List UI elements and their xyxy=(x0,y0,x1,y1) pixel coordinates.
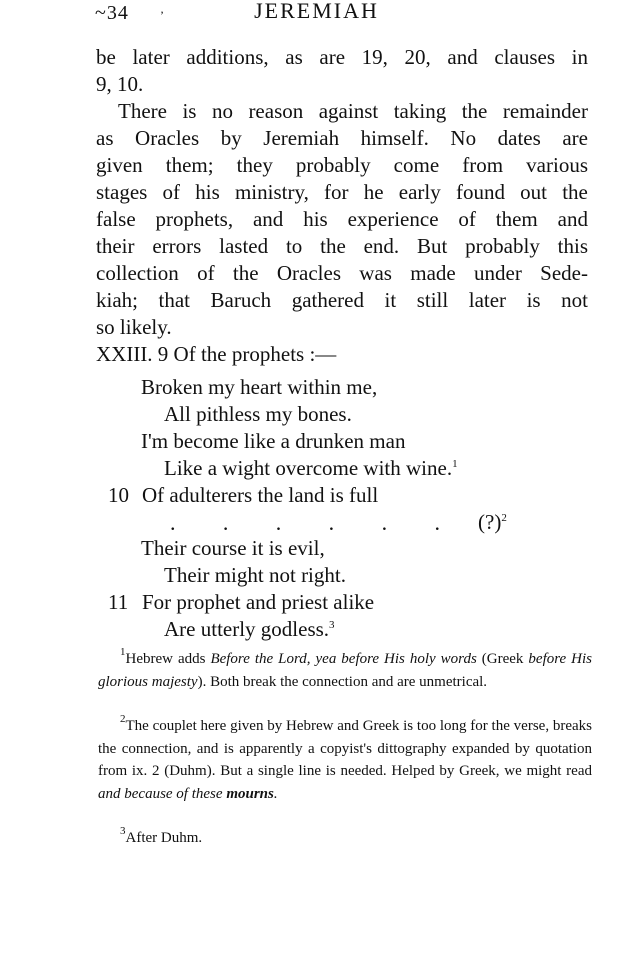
ellipsis-dot: . xyxy=(275,510,282,535)
word: early xyxy=(398,180,441,204)
query-text: (?) xyxy=(478,510,502,534)
footnote-ref-1: 1 xyxy=(452,458,458,470)
query-mark xyxy=(478,509,507,535)
word: under xyxy=(474,261,522,285)
verse-number-10: 10 xyxy=(108,483,129,507)
ellipsis-dot: . xyxy=(328,510,335,535)
poem-line-3: I'm become like a drunken man xyxy=(141,429,406,453)
footnote-3-text: After Duhm. xyxy=(125,830,203,846)
word: found xyxy=(455,180,505,204)
word: lasted xyxy=(219,234,269,258)
poem-line-5: Of adulterers the land is full xyxy=(142,483,379,507)
word: no xyxy=(211,99,233,123)
word: that xyxy=(158,288,191,312)
footnote-3-mark: 3 xyxy=(120,825,126,837)
word: later xyxy=(468,288,507,312)
word: himself. xyxy=(360,126,429,150)
word: There xyxy=(118,99,167,123)
word: collection xyxy=(96,261,179,285)
footnote-2-end: . xyxy=(273,785,278,802)
word: taking xyxy=(393,99,447,123)
word: of xyxy=(458,207,476,231)
poem-line-9-text: Are utterly godless. xyxy=(164,617,330,641)
word: are xyxy=(562,126,588,150)
poem-line-7: Their might not right. xyxy=(164,563,346,587)
poem-line-4-text: Like a wight overcome with wine. xyxy=(164,456,453,480)
footnote-ref-2: 2 xyxy=(501,512,507,524)
word: 20, xyxy=(404,45,431,69)
section-heading: XXIII. 9 Of the prophets :— xyxy=(96,342,337,366)
word: 19, xyxy=(361,45,388,69)
footnote-1-italic-2: before His glorious majesty xyxy=(98,651,592,690)
word: No xyxy=(450,126,477,150)
word: be xyxy=(96,45,116,69)
footnote-1 xyxy=(98,648,592,693)
footnote-2-bold: mourns xyxy=(226,785,274,802)
footnote-3 xyxy=(98,827,592,850)
word: of xyxy=(162,180,181,204)
running-header xyxy=(0,2,633,26)
word: and xyxy=(252,207,284,231)
word: reason xyxy=(248,99,304,123)
footnote-2-text: The couplet here given by Hebrew and Greek is too long for the verse, breaks the connection, and is apparently a copyist's dittography expanded by quotation from ix. 2 (Duhm). But a single line is needed. Helped by Greek, we might read xyxy=(98,718,592,779)
word: he xyxy=(363,180,384,204)
word: clauses xyxy=(494,45,556,69)
word: prophets, xyxy=(155,207,234,231)
word: as xyxy=(285,45,303,69)
word: Sede- xyxy=(540,261,588,285)
word: is xyxy=(182,99,197,123)
poem-line-8: For prophet and priest alike xyxy=(142,590,375,614)
word: it xyxy=(384,288,397,312)
stray-mark: ’ xyxy=(160,8,164,22)
footnote-2 xyxy=(98,715,592,805)
word: probably xyxy=(465,234,540,258)
word: end. xyxy=(363,234,400,258)
paragraph-2-line-5 xyxy=(96,206,588,232)
footnote-1-mark: 1 xyxy=(120,646,126,658)
footnote-1-italic-1: Before the Lord, yea before His holy words xyxy=(210,651,477,667)
page-number: ~34 xyxy=(95,2,129,24)
paragraph-2-last-line: so likely. xyxy=(96,315,172,339)
paragraph-2-line-1 xyxy=(118,98,588,124)
word: come xyxy=(393,153,440,177)
word: Oracles xyxy=(276,261,341,285)
paragraph-1-line-2: 9, 10. xyxy=(96,72,144,96)
word: stages xyxy=(96,180,148,204)
poem-line-1: Broken my heart within me, xyxy=(141,375,378,399)
word: they xyxy=(236,153,273,177)
word: various xyxy=(526,153,588,177)
word: the xyxy=(232,261,259,285)
word: made xyxy=(410,261,456,285)
word: and xyxy=(447,45,478,69)
word: of xyxy=(197,261,215,285)
word: the xyxy=(461,99,488,123)
word: probably xyxy=(295,153,371,177)
poem-line-2: All pithless my bones. xyxy=(164,402,352,426)
word: out xyxy=(520,180,548,204)
word: is xyxy=(526,288,541,312)
word: against xyxy=(318,99,379,123)
footnote-2-mark: 2 xyxy=(120,713,126,725)
paragraph-1-line-1 xyxy=(96,44,588,70)
paragraph-2-line-3 xyxy=(96,152,588,178)
word: false xyxy=(96,207,136,231)
word: the xyxy=(562,180,588,204)
footnote-1-text-a: Hebrew adds xyxy=(125,651,211,667)
poem-line-6: Their course it is evil, xyxy=(141,536,325,560)
word: his xyxy=(195,180,220,204)
footnote-2-italic: and because of these xyxy=(98,785,227,802)
word: as xyxy=(96,126,114,150)
word: from xyxy=(462,153,504,177)
word: for xyxy=(324,180,349,204)
ellipsis-dot: . xyxy=(170,510,176,535)
footnote-1-text-b: (Greek xyxy=(476,651,529,667)
word: ministry, xyxy=(234,180,309,204)
word: given xyxy=(96,153,143,177)
word: kiah; xyxy=(96,288,138,312)
word: by xyxy=(220,126,242,150)
verse-number-11: 11 xyxy=(108,590,129,614)
poem-line-9 xyxy=(164,616,335,642)
ellipsis-row xyxy=(170,510,440,536)
paragraph-2-line-4 xyxy=(96,179,588,205)
word: But xyxy=(417,234,448,258)
word: in xyxy=(571,45,588,69)
footnote-1-text-c: ). Both break the connection and are unmetrical. xyxy=(197,673,488,690)
word: errors xyxy=(152,234,202,258)
running-title: JEREMIAH xyxy=(254,0,379,23)
word: Jeremiah xyxy=(263,126,340,150)
word: to xyxy=(285,234,303,258)
word: are xyxy=(319,45,346,69)
paragraph-2-line-7 xyxy=(96,260,588,286)
word: Oracles xyxy=(135,126,200,150)
word: remainder xyxy=(502,99,588,123)
paragraph-2-line-8 xyxy=(96,287,588,313)
word: was xyxy=(359,261,392,285)
ellipsis-dot: . xyxy=(381,510,388,535)
ellipsis-dot: . xyxy=(222,510,229,535)
word: not xyxy=(561,288,588,312)
word: Baruch xyxy=(210,288,272,312)
word: additions, xyxy=(186,45,269,69)
poem-line-4 xyxy=(164,455,458,481)
word: gathered xyxy=(291,288,364,312)
paragraph-2-line-6 xyxy=(96,233,588,259)
word: later xyxy=(132,45,170,69)
word: dates xyxy=(497,126,541,150)
word: experience xyxy=(347,207,439,231)
word: this xyxy=(557,234,588,258)
footnote-ref-3: 3 xyxy=(329,619,335,631)
word: and xyxy=(557,207,588,231)
word: them xyxy=(495,207,538,231)
word: his xyxy=(303,207,328,231)
word: their xyxy=(96,234,135,258)
word: them; xyxy=(165,153,214,177)
ellipsis-dot: . xyxy=(434,510,440,535)
paragraph-2-line-2 xyxy=(96,125,588,151)
word: the xyxy=(320,234,346,258)
word: still xyxy=(416,288,449,312)
